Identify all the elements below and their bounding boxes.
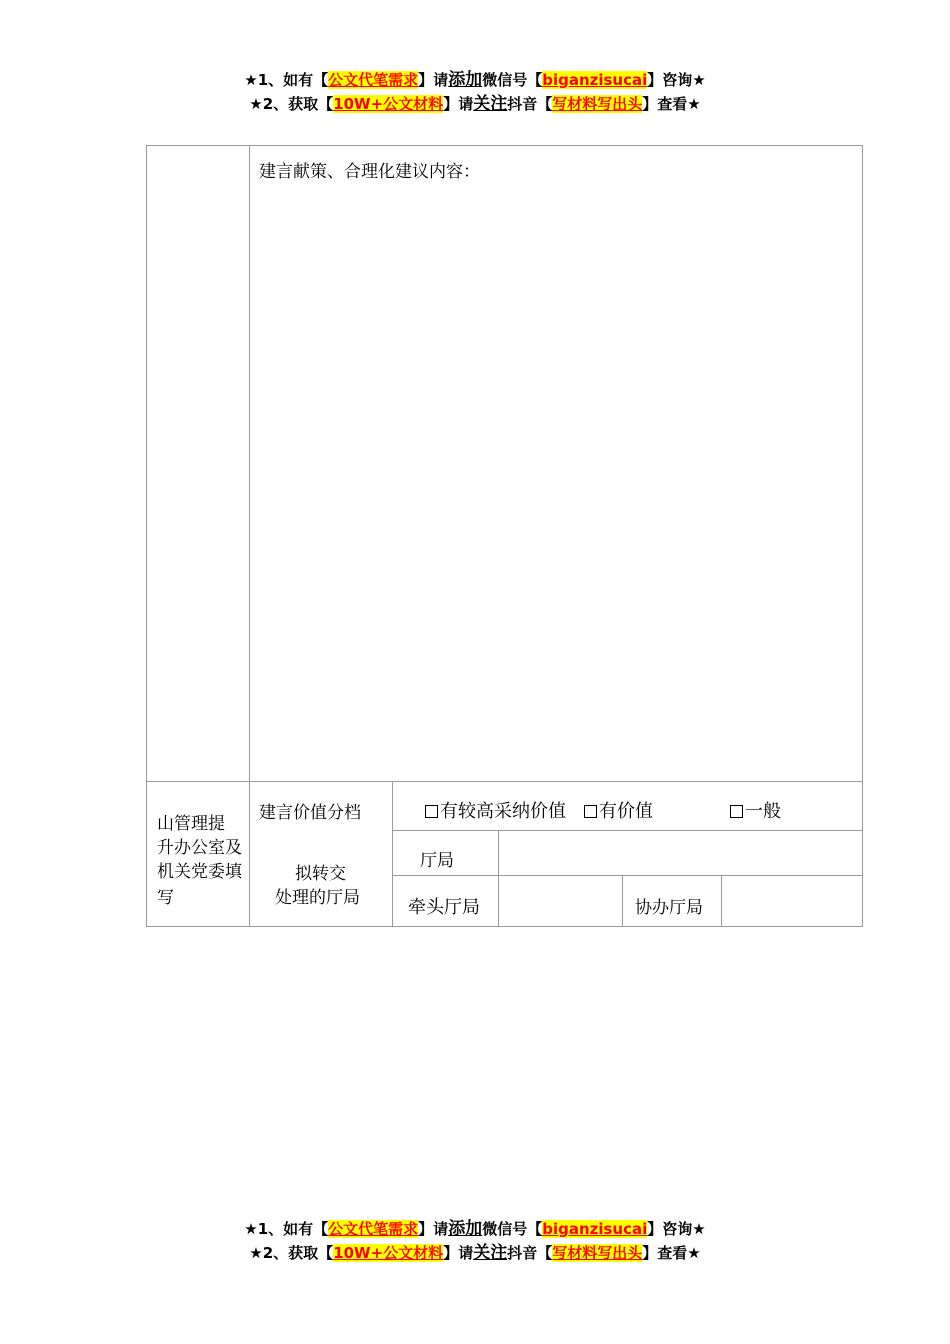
promo-text: 抖音【 xyxy=(507,95,553,113)
promo-text: 抖音【 xyxy=(507,1244,553,1262)
promo-line-2 xyxy=(0,1241,950,1265)
promo-line-1 xyxy=(0,68,950,92)
side-label-line: 升办公室及 xyxy=(157,838,242,858)
promo-text: ★2、获取【 xyxy=(249,1244,334,1262)
promo-line-2 xyxy=(0,92,950,116)
row-divider xyxy=(147,781,862,782)
promo-text: 微信号【 xyxy=(482,1220,543,1238)
promo-banner-bottom xyxy=(0,1217,950,1265)
option-label: 有价值 xyxy=(599,801,653,822)
transfer-label-line: 拟转交 xyxy=(295,864,346,884)
assist-bureau-label: 协办厅局 xyxy=(635,898,703,918)
promo-text: 】查看★ xyxy=(642,95,701,113)
suggestion-content-area[interactable] xyxy=(250,190,862,780)
lead-bureau-field[interactable] xyxy=(499,876,622,926)
promo-highlight: 公文代笔需求 xyxy=(328,71,419,89)
checkbox-icon[interactable] xyxy=(425,805,438,818)
assist-bureau-field[interactable] xyxy=(722,876,862,926)
checkbox-icon[interactable] xyxy=(584,805,597,818)
value-option-high[interactable] xyxy=(425,800,566,824)
promo-text: 】查看★ xyxy=(642,1244,701,1262)
promo-emphasis: 添加 xyxy=(448,70,483,90)
promo-text: 】请 xyxy=(443,1244,474,1262)
promo-highlight: 10W+公文材料 xyxy=(333,1244,444,1262)
promo-wechat-id: biganzisucai xyxy=(542,71,648,89)
promo-text: 微信号【 xyxy=(482,71,543,89)
promo-douyin-name: 写材料写出头 xyxy=(552,1244,643,1262)
promo-highlight: 10W+公文材料 xyxy=(333,95,444,113)
promo-wechat-id: biganzisucai xyxy=(542,1220,648,1238)
promo-text: 】请 xyxy=(443,95,474,113)
suggestion-form-table xyxy=(146,145,863,927)
promo-text: 】咨询★ xyxy=(647,1220,706,1238)
value-option-normal[interactable] xyxy=(730,800,781,824)
option-label: 一般 xyxy=(745,801,781,822)
promo-banner-top xyxy=(0,68,950,116)
promo-emphasis: 关注 xyxy=(473,1243,508,1263)
promo-text: ★2、获取【 xyxy=(249,95,334,113)
promo-emphasis: 添加 xyxy=(448,1219,483,1239)
side-label-line: 机关党委填 xyxy=(157,862,242,882)
checkbox-icon[interactable] xyxy=(730,805,743,818)
option-label: 有较高采纳价值 xyxy=(440,801,566,822)
promo-text: ★1、如有【 xyxy=(244,71,329,89)
promo-line-1 xyxy=(0,1217,950,1241)
bureau-field[interactable] xyxy=(499,831,862,875)
transfer-label-line: 处理的厅局 xyxy=(275,888,360,908)
promo-emphasis: 关注 xyxy=(473,94,508,114)
content-label: 建言献策、合理化建议内容： xyxy=(259,162,480,182)
side-label-line: 写 xyxy=(157,888,174,908)
lead-bureau-label: 牵头厅局 xyxy=(408,897,480,918)
promo-douyin-name: 写材料写出头 xyxy=(552,95,643,113)
bureau-label: 厅局 xyxy=(420,851,454,871)
promo-highlight: 公文代笔需求 xyxy=(328,1220,419,1238)
col-divider xyxy=(392,782,393,926)
side-label-line: 山管理提 xyxy=(157,814,225,834)
promo-text: 】请 xyxy=(418,1220,449,1238)
promo-text: ★1、如有【 xyxy=(244,1220,329,1238)
value-option-medium[interactable] xyxy=(584,800,653,824)
promo-text: 】咨询★ xyxy=(647,71,706,89)
col-divider xyxy=(622,876,623,926)
promo-text: 】请 xyxy=(418,71,449,89)
value-tier-label: 建言价值分档 xyxy=(259,803,361,823)
